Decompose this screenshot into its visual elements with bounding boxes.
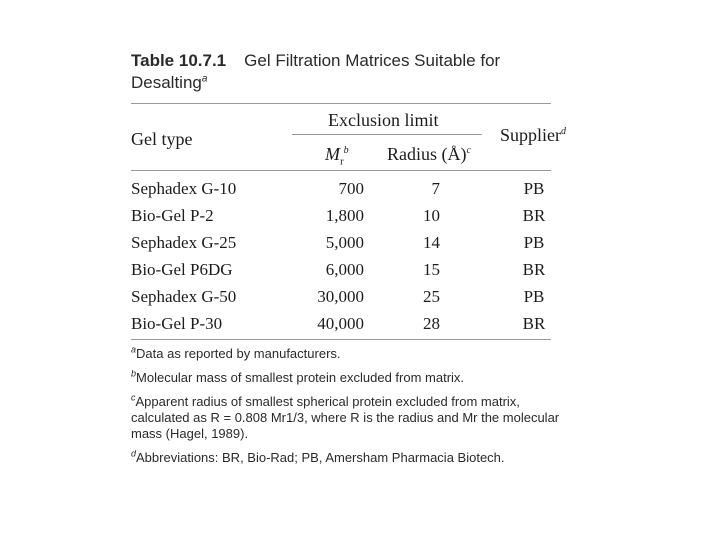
- cell-radius: 7: [431, 179, 440, 198]
- cell-mr: 40,000: [317, 314, 364, 333]
- table-row: [0, 287, 720, 307]
- header-mr: $M_r^b$: [325, 144, 349, 168]
- cell-radius: 10: [423, 206, 440, 225]
- table-title: Gel Filtration Matrices Suitable for Desalting: [131, 51, 501, 92]
- header-exclusion-limit: Exclusion limit: [328, 110, 439, 130]
- cell-gel-type: Sephadex G-25: [131, 233, 237, 252]
- table-row: [0, 206, 720, 226]
- table-row: [0, 260, 720, 280]
- cell-mr: 5,000: [325, 233, 364, 252]
- caption-footnote-mark: a: [201, 73, 208, 85]
- cell-gel-type: Bio-Gel P-30: [131, 314, 223, 333]
- cell-mr: 1,800: [325, 206, 364, 225]
- footnote: $^d$Abbreviations: BR, Bio-Rad; PB, Amersham Pharmacia Biotech.: [131, 448, 505, 465]
- cell-gel-type: Sephadex G-10: [131, 179, 237, 198]
- cell-radius: 25: [423, 287, 440, 306]
- cell-mr: 700: [338, 179, 364, 198]
- header-supplier: Supplier$^d$: [500, 125, 566, 145]
- footnote: $^c$Apparent radius of smallest spherical protein excluded from matrix, calculated as R = 0.808 Mr1/3, where R is the radius and Mr the molecular mass (Hagel, 1989).: [131, 392, 560, 441]
- cell-supplier: BR: [522, 206, 546, 225]
- footnote: $^a$Data as reported by manufacturers.: [131, 344, 341, 361]
- footnote: $^b$Molecular mass of smallest protein excluded from matrix.: [131, 368, 465, 385]
- exclusion-limit-rule: [292, 134, 482, 135]
- cell-supplier: PB: [523, 233, 545, 252]
- bottom-rule: [131, 339, 551, 340]
- cell-radius: 28: [423, 314, 440, 333]
- header-rule: [131, 170, 551, 171]
- cell-supplier: BR: [522, 260, 546, 279]
- cell-mr: 30,000: [317, 287, 364, 306]
- top-rule: [131, 103, 551, 104]
- table-row: [0, 233, 720, 253]
- table-caption: [131, 50, 531, 94]
- cell-radius: 14: [423, 233, 440, 252]
- table-row: [0, 179, 720, 199]
- cell-supplier: PB: [523, 179, 545, 198]
- cell-gel-type: Bio-Gel P-2: [131, 206, 214, 225]
- table-number: Table 10.7.1: [131, 51, 227, 70]
- cell-gel-type: Bio-Gel P6DG: [131, 260, 233, 279]
- cell-supplier: PB: [523, 287, 545, 306]
- cell-supplier: BR: [522, 314, 546, 333]
- header-radius: Radius (Å)$^c$: [387, 144, 471, 164]
- cell-mr: 6,000: [325, 260, 364, 279]
- cell-gel-type: Sephadex G-50: [131, 287, 237, 306]
- cell-radius: 15: [423, 260, 440, 279]
- table-row: [0, 314, 720, 334]
- header-gel-type: Gel type: [131, 129, 193, 149]
